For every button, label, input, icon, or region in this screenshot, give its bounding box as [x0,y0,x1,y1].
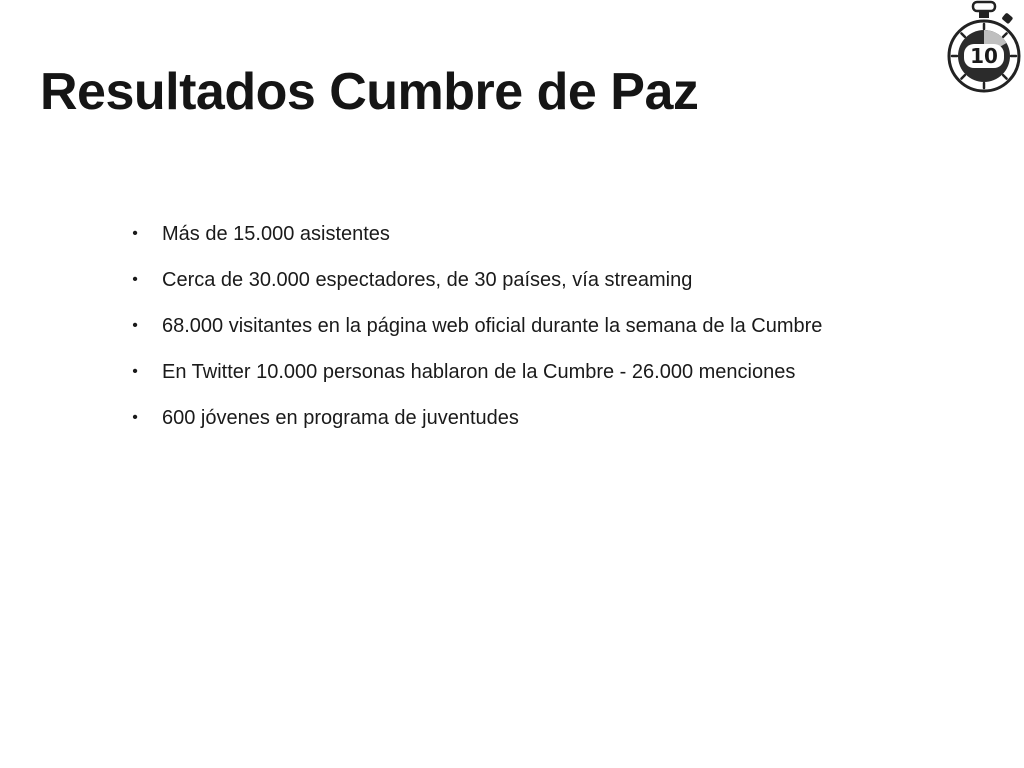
bullet-list [130,211,860,441]
list-item-text: En Twitter 10.000 personas hablaron de la Cumbre - 26.000 menciones [162,361,796,383]
list-item-text: Cerca de 30.000 espectadores, de 30 países, vía streaming [162,269,693,291]
bullet-marker: • [132,409,138,426]
bullet-marker: • [132,363,138,380]
bullet-marker: • [132,225,138,242]
list-item [130,349,860,395]
slide-title: Resultados Cumbre de Paz [40,63,699,121]
list-item [130,395,860,441]
list-item-text: 68.000 visitantes en la página web oficial durante la semana de la Cumbre [162,315,823,337]
list-item [130,303,860,349]
list-item [130,211,860,257]
bullet-marker: • [132,271,138,288]
list-item [130,257,860,303]
list-item-text: Más de 15.000 asistentes [162,223,390,245]
list-item-text: 600 jóvenes en programa de juventudes [162,407,519,429]
bullet-marker: • [132,317,138,334]
stopwatch-icon [944,0,1024,96]
stopwatch-number: 10 [970,44,998,68]
